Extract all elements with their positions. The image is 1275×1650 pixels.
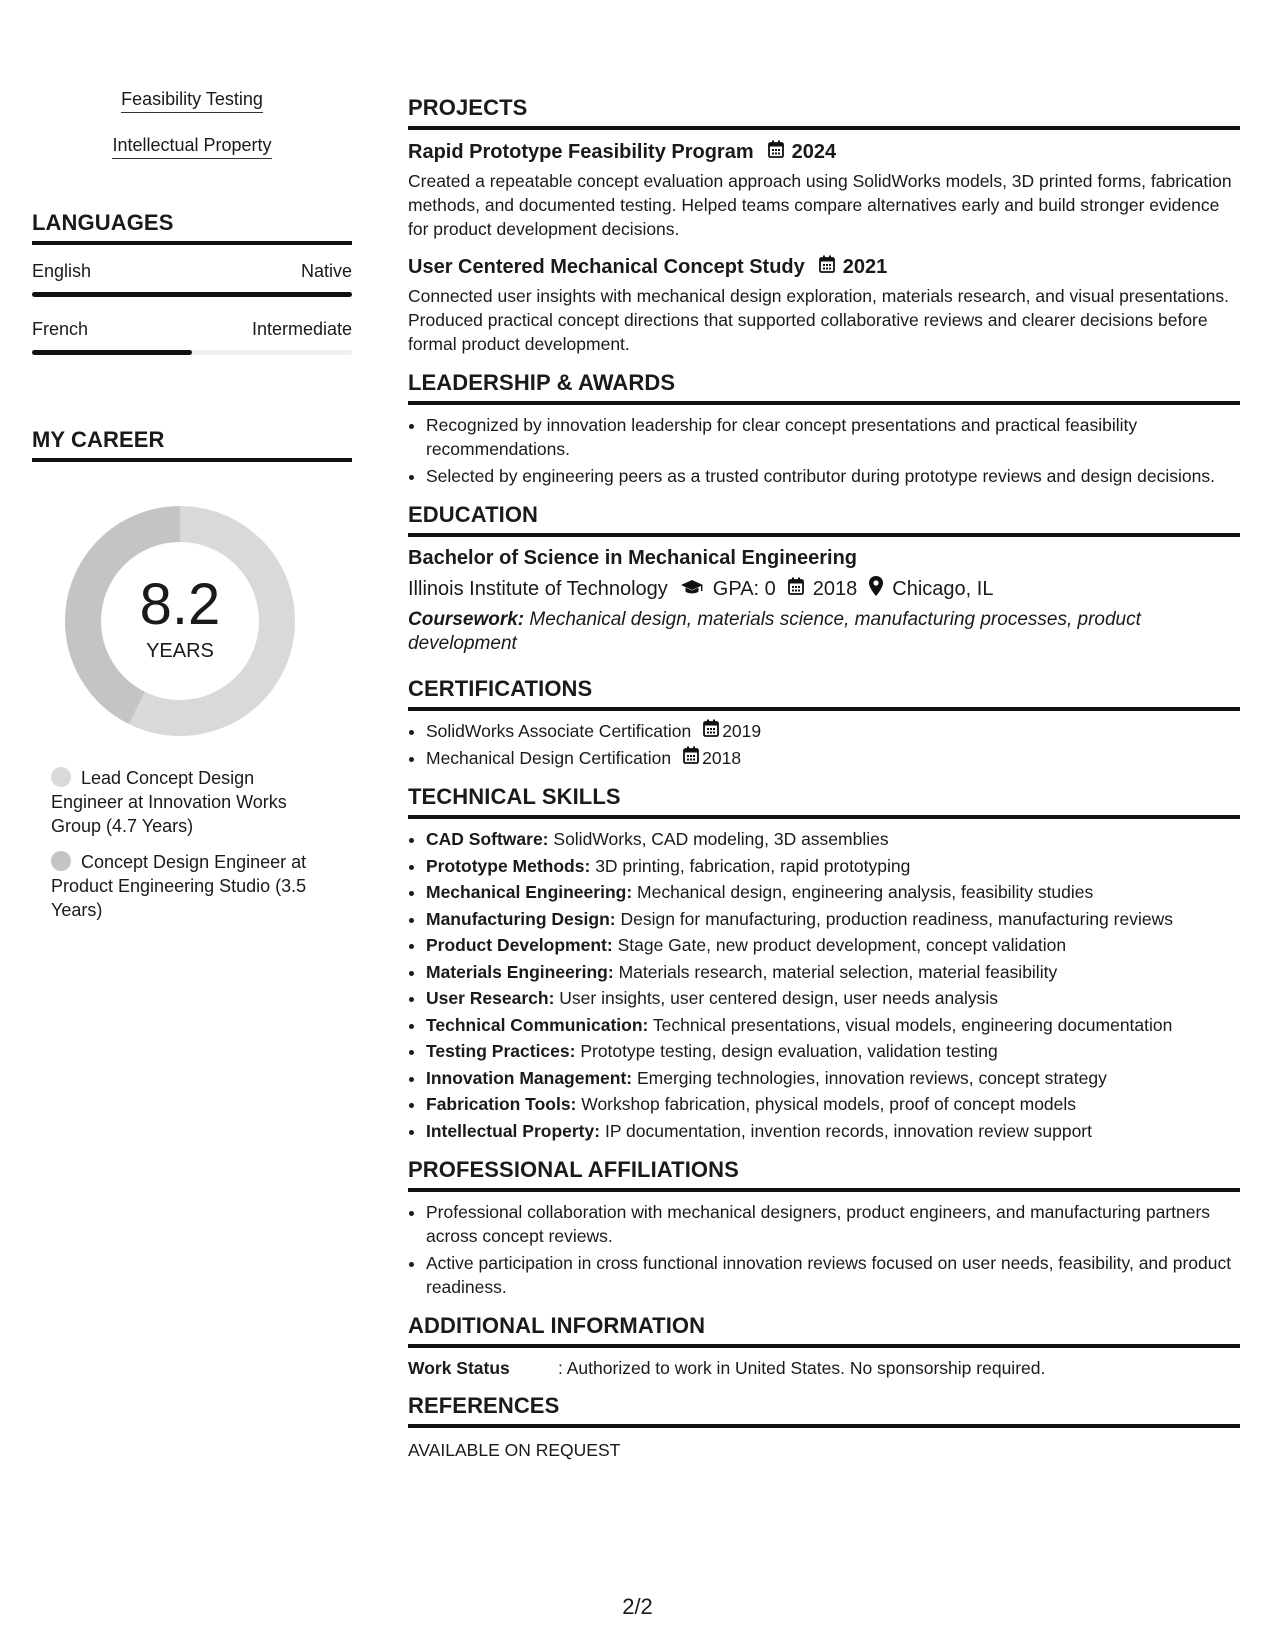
education-gpa: GPA: 0 xyxy=(712,577,776,600)
projects-heading: PROJECTS xyxy=(408,95,1240,130)
career-total-years: 8.2 xyxy=(139,571,221,637)
calendar-icon xyxy=(788,577,804,601)
sidebar xyxy=(32,84,352,934)
education-degree: Bachelor of Science in Mechanical Engineering xyxy=(408,547,858,569)
languages-heading: LANGUAGES xyxy=(32,210,352,245)
calendar-icon xyxy=(703,719,719,743)
skill-values: Prototype testing, design evaluation, validation testing xyxy=(580,1041,998,1061)
skill-values: Design for manufacturing, production readiness, manufacturing reviews xyxy=(620,908,1173,929)
skill-values: SolidWorks, CAD modeling, 3D assemblies xyxy=(553,829,889,849)
career-total xyxy=(65,506,295,736)
skill-item xyxy=(426,960,1240,985)
certification-item xyxy=(426,719,1240,743)
skill-item xyxy=(426,1119,1240,1144)
calendar-icon xyxy=(819,255,835,279)
certifications-heading: CERTIFICATIONS xyxy=(408,676,1240,711)
work-status-value: : Authorized to work in United States. No sponsorship required. xyxy=(558,1358,1046,1378)
language-level: Intermediate xyxy=(251,319,352,339)
affiliations-list xyxy=(408,1200,1240,1299)
career-role xyxy=(51,766,331,838)
career-heading: MY CAREER xyxy=(32,427,352,462)
language-name: French xyxy=(32,319,89,339)
certification-name: • Mechanical Design Certification xyxy=(426,748,672,768)
project-description: Connected user insights with mechanical design exploration, materials research, and visual presentations. Produced practical concept directions that supported collaborative reviews and clearer decisions before formal product development. xyxy=(408,286,1229,354)
skill-values: 3D printing, fabrication, rapid prototyping xyxy=(595,855,911,876)
skill-tag: Intellectual Property xyxy=(112,135,271,159)
skill-category: Innovation Management: xyxy=(426,1067,633,1088)
education-meta xyxy=(408,576,1240,602)
language-name: English xyxy=(32,261,92,281)
certification-year: 2018 xyxy=(702,748,742,768)
language-proficiency-bar xyxy=(32,292,352,297)
skill-item xyxy=(426,933,1240,958)
certification-name: • SolidWorks Associate Certification xyxy=(426,721,692,741)
list-item: • Active participation in cross functional innovation reviews focused on user needs, feasibility, and product readiness. xyxy=(426,1251,1240,1299)
skill-category: CAD Software: xyxy=(426,829,549,849)
calendar-icon xyxy=(768,140,784,164)
skill-item xyxy=(426,986,1240,1011)
career-legend xyxy=(51,766,331,922)
skill-category: Testing Practices: xyxy=(426,1041,576,1061)
education-coursework xyxy=(408,608,1240,656)
skill-values: Mechanical design, engineering analysis, feasibility studies xyxy=(637,882,1094,902)
calendar-icon xyxy=(683,746,699,770)
skill-category: Materials Engineering: xyxy=(426,961,614,982)
language-proficiency-bar xyxy=(32,350,352,355)
career-role-label: Concept Design Engineer at Product Engineering Studio (3.5 Years) xyxy=(51,852,307,920)
skill-values: User insights, user centered design, user needs analysis xyxy=(559,988,998,1008)
leadership-heading: LEADERSHIP & AWARDS xyxy=(408,370,1240,405)
affiliations-heading: PROFESSIONAL AFFILIATIONS xyxy=(408,1157,1240,1192)
references-text: AVAILABLE ON REQUEST xyxy=(408,1440,621,1460)
technical-skills-list xyxy=(408,827,1240,1143)
career-role xyxy=(51,850,331,922)
project-year: 2024 xyxy=(791,140,837,163)
project-entry xyxy=(408,255,1240,356)
skill-item xyxy=(426,1066,1240,1091)
language-item xyxy=(32,261,352,297)
project-title: User Centered Mechanical Concept Study xyxy=(408,255,805,278)
certification-item xyxy=(426,746,1240,770)
career-donut-chart xyxy=(65,506,295,736)
skill-category: User Research: xyxy=(426,988,555,1008)
skill-item xyxy=(426,907,1240,932)
certification-year: 2019 xyxy=(722,721,762,741)
education-school: Illinois Institute of Technology xyxy=(408,577,668,600)
skill-tags xyxy=(32,84,352,176)
skill-category: Prototype Methods: xyxy=(426,855,591,876)
skill-category: Technical Communication: xyxy=(426,1014,649,1035)
language-level: Native xyxy=(300,261,352,281)
work-status-row xyxy=(408,1358,1240,1379)
language-item xyxy=(32,319,352,355)
coursework-text: Mechanical design, materials science, manufacturing processes, product development xyxy=(408,609,1141,654)
proficiency-fill xyxy=(32,292,352,297)
project-entry xyxy=(408,140,1240,241)
skill-item xyxy=(426,854,1240,879)
skill-values: Stage Gate, new product development, concept validation xyxy=(617,935,1067,955)
list-item: • Professional collaboration with mechanical designers, product engineers, and manufacturing partners across concept reviews. xyxy=(426,1200,1240,1248)
page-number: 2/2 xyxy=(622,1594,653,1619)
technical-skills-heading: TECHNICAL SKILLS xyxy=(408,784,1240,819)
education-year: 2018 xyxy=(812,577,858,600)
skill-item xyxy=(426,1039,1240,1064)
skill-values: Emerging technologies, innovation reviews, concept strategy xyxy=(637,1067,1107,1088)
career-role-label: Lead Concept Design Engineer at Innovation Works Group (4.7 Years) xyxy=(51,768,287,836)
skill-values: IP documentation, invention records, innovation review support xyxy=(604,1120,1092,1141)
skill-values: Materials research, material selection, material feasibility xyxy=(618,961,1058,982)
skill-category: Product Development: xyxy=(426,935,613,955)
list-item: • Recognized by innovation leadership for clear concept presentations and practical feasibility recommendations. xyxy=(426,413,1240,461)
location-pin-icon xyxy=(869,576,883,602)
skill-category: Fabrication Tools: xyxy=(426,1094,577,1114)
work-status-key: Work Status xyxy=(408,1358,510,1378)
skill-item xyxy=(426,1092,1240,1117)
skill-item xyxy=(426,880,1240,905)
skill-category: Manufacturing Design: xyxy=(426,908,616,929)
legend-dot-icon xyxy=(51,851,71,871)
legend-dot-icon xyxy=(51,767,71,787)
skill-item xyxy=(426,1013,1240,1038)
additional-info-heading: ADDITIONAL INFORMATION xyxy=(408,1313,1240,1348)
proficiency-fill xyxy=(32,350,192,355)
skill-item xyxy=(426,827,1240,852)
skill-values: Technical presentations, visual models, engineering documentation xyxy=(652,1014,1173,1035)
coursework-label: Coursework: xyxy=(408,609,525,630)
career-total-unit: YEARS xyxy=(146,639,214,662)
skill-tag: Feasibility Testing xyxy=(121,89,263,113)
main-content xyxy=(408,95,1240,1461)
project-title: Rapid Prototype Feasibility Program xyxy=(408,140,754,163)
skill-category: Intellectual Property: xyxy=(426,1120,601,1141)
skill-category: Mechanical Engineering: xyxy=(426,882,633,902)
leadership-list xyxy=(408,413,1240,488)
list-item: • Selected by engineering peers as a trusted contributor during prototype reviews and design decisions. xyxy=(426,464,1240,488)
references-heading: REFERENCES xyxy=(408,1393,1240,1428)
certifications-list xyxy=(408,719,1240,770)
education-heading: EDUCATION xyxy=(408,502,1240,537)
skill-values: Workshop fabrication, physical models, proof of concept models xyxy=(581,1094,1077,1114)
project-description: Created a repeatable concept evaluation approach using SolidWorks models, 3D printed forms, fabrication methods, and documented testing. Helped teams compare alternatives early and build stronger evidence for product development decisions. xyxy=(408,171,1232,239)
graduation-cap-icon xyxy=(680,578,704,601)
project-year: 2021 xyxy=(842,255,888,278)
education-location: Chicago, IL xyxy=(892,577,994,600)
